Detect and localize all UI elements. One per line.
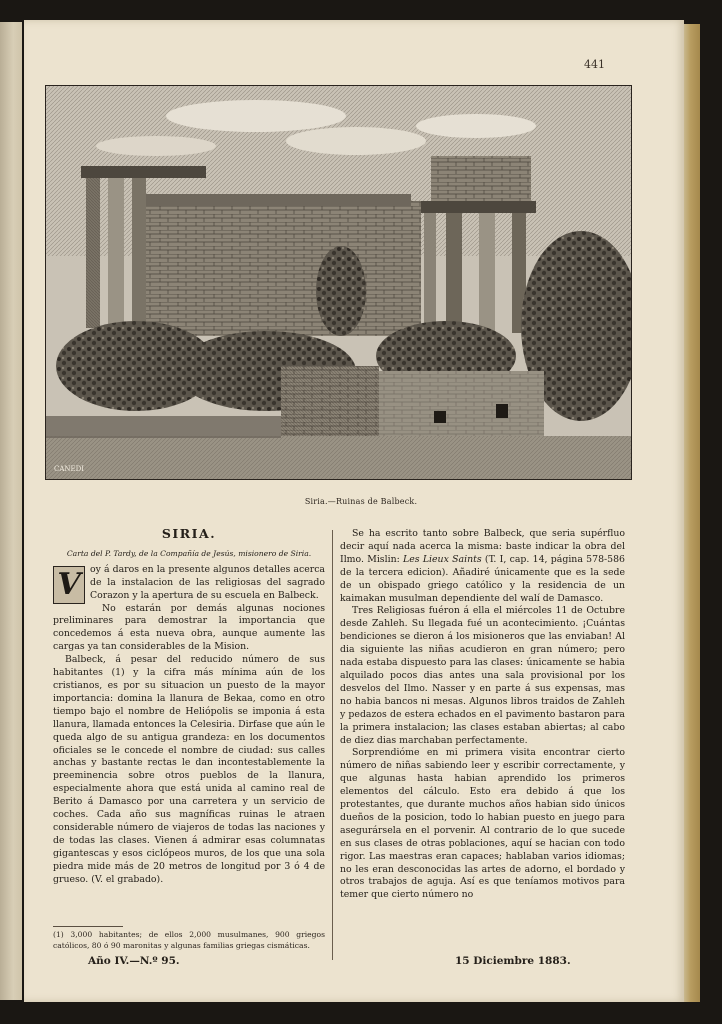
column-divider	[332, 530, 333, 960]
issue-number: Año IV.—N.º 95.	[88, 955, 180, 967]
engraver-signature: CANEDI	[54, 465, 85, 473]
engraving-ruins-of-baalbek	[45, 85, 632, 480]
article-subtitle: Carta del P. Tardy, de la Compañía de Jesús, misionero de Siria.	[66, 548, 312, 558]
paragraph-5: Tres Religiosas fuéron á ella el miércoles 11 de Octubre desde Zahleh. Su llegada fué un acontecimiento. ¡Cuántas bendiciones se dieron á los misioneros que las enviaban! Al dia siguiente las niñas acudieron en gran número; pero nada estaba dispuesto para las clases: únicamente se habia alquilado pocos dias antes una sala provisional por los desvelos del Ilmo. Nasser y en parte á sus expensas, mas no habia bancos ni mesas. Algunos libros traidos de Zahleh y pedazos de estera echados en el pavimento bastaron para la primera instalacion; las clases estaban abiertas; al cabo de diez dias marchaban perfectamente.	[340, 605, 625, 746]
right-column	[340, 528, 625, 902]
footnote-rule	[53, 926, 123, 927]
engraving-illustration	[46, 86, 631, 479]
paragraph-4: Se ha escrito tanto sobre Balbeck, que seria supérfluo decir aquí nada acerca la misma: baste indicar la obra del Ilmo. Mislin: Les Lieux Saints (T. I, cap. 14, página 578-586 de la tercera edicion). Añadiré únicamente que es la sede de un obispado griego católico y la residencia de un kaimakan musulman dependiente del walí de Damasco.	[340, 528, 625, 604]
paragraph-1	[53, 564, 325, 603]
paragraph-6: Sorprendióme en mi primera visita encontrar cierto número de niñas sabiendo leer y escribir correctamente, y que algunas hasta habian aprendido los primeros elementos del cálculo. Esto era debido á que los protestantes, que durante muchos años habian sido únicos dueños de la posicion, todo lo habian puesto en juego para asegurársela en el porvenir. Al contrario de lo que sucede en sus clases de otras poblaciones, aquí se hacian con todo rigor. Las maestras eran capaces; hablaban varios idiomas; no les eran desconocidas las artes de adorno, el bordado y otros trabajos de aguja. Así es que teníamos motivos para temer que cierto número no	[340, 747, 625, 901]
paragraph-3: Balbeck, á pesar del reducido número de sus habitantes (1) y la cifra más mínima aún de los cristianos, es por su situacion un puesto de la mayor importancia: domina la llanura de Bekaa, como en otro tiempo bajo el nombre de Heliópolis se imponia á esta llanura, llamada entonces la Celesiria. Dirfase que aún le queda algo de su antigua grandeza: en los documentos oficiales se le concede el nombre de ciudad: sus calles anchas y bastante rectas le dan incontestablemente la preeminencia sobre otros pueblos de la llanura, especialmente ahora que está unida al camino real de Berito á Damasco por una carretera y un servicio de coches. Cada año sus magníficas ruinas le atraen considerable número de viajeros de todas las naciones y de todas las clases. Vienen á admirar esas columnatas gigantescas y esos ciclópeos muros, de los que una sola piedra mide más de 20 metros de longitud por 3 ó 4 de grueso. (V. el grabado).	[53, 654, 325, 885]
article-title: SIRIA.	[161, 526, 217, 541]
previous-page-edge	[0, 22, 22, 1000]
illustration-caption: Siria.—Ruinas de Balbeck.	[304, 497, 418, 506]
book-title: Les Lieux Saints	[403, 553, 482, 565]
issue-date: 15 Diciembre 1883.	[455, 955, 571, 967]
paragraph-2: No estarán por demás algunas nociones preliminares para demostrar la importancia que concedemos á esta nueva obra, aunque aumente las cargas ya tan considerables de la Mision.	[53, 602, 325, 653]
page-stack-edge	[684, 24, 700, 1002]
drop-cap: V	[53, 566, 85, 604]
left-column	[53, 528, 325, 886]
page-number: 441	[584, 58, 605, 71]
footnote: (1) 3,000 habitantes; de ellos 2,000 musulmanes, 900 griegos católicos, 80 ó 90 maronitas y algunas familias griegas cismáticas.	[53, 930, 325, 950]
paragraph-1-text: oy á daros en la presente algunos detalles acerca de la instalacion de las religiosas del sagrado Corazon y la apertura de su escuela en Balbeck.	[90, 563, 325, 601]
